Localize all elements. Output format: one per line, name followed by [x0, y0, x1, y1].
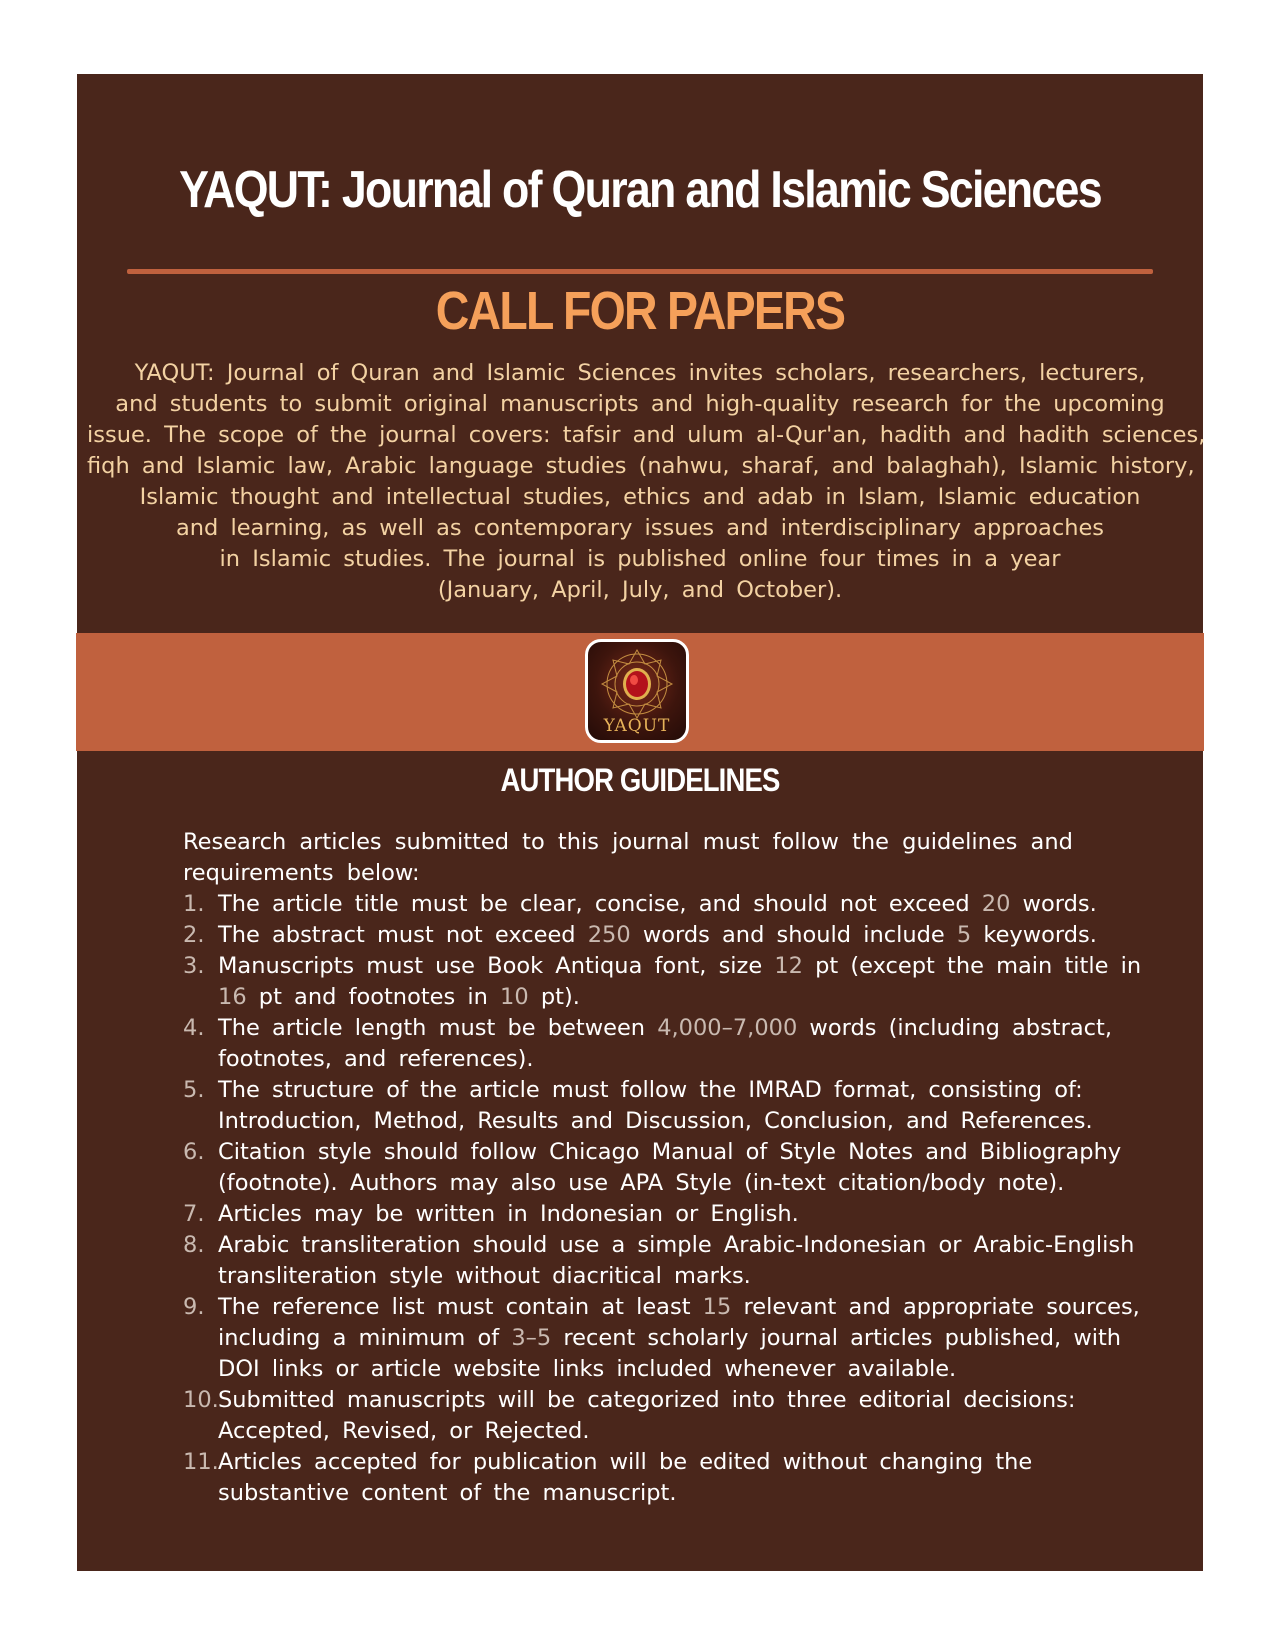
guideline-item [183, 920, 1143, 951]
intro-line: issue. The scope of the journal covers: tafsir and ulum al-Qur'an, hadith and hadith sciences, [87, 422, 1206, 448]
guideline-item [183, 1230, 1143, 1292]
guideline-text: Arabic transliteration should use a simple Arabic-Indonesian or Arabic-English transliteration style without diacritical marks. [218, 1232, 1135, 1289]
call-for-papers-heading: CALL FOR PAPERS [435, 281, 845, 341]
guidelines-section [183, 827, 1143, 1509]
guideline-item [183, 1137, 1143, 1199]
guideline-text: recent scholarly journal articles published, with DOI links or article website links included whenever available. [218, 1325, 1122, 1382]
guideline-text: Manuscripts must use Book Antiqua font, size [218, 953, 775, 979]
intro-line: and learning, as well as contemporary issues and interdisciplinary approaches [175, 515, 1105, 541]
intro-paragraph [87, 358, 1206, 606]
guideline-text: pt and footnotes in [246, 984, 501, 1010]
guideline-text: keywords. [971, 922, 1097, 948]
guideline-number: 2. [183, 922, 205, 948]
poster [77, 74, 1206, 1571]
guideline-value: 20 [981, 891, 1011, 917]
guideline-text: Citation style should follow Chicago Manual of Style Notes and Bibliography (footnote). Authors may also use APA Style (in-text citation/body note). [218, 1139, 1122, 1196]
guideline-number: 5. [183, 1077, 205, 1103]
guideline-text: The reference list must contain at least [218, 1294, 703, 1320]
guideline-item [183, 1292, 1143, 1385]
guideline-item [183, 1447, 1143, 1509]
guideline-text: The article title must be clear, concise, and should not exceed [218, 891, 982, 917]
guideline-text: words and should include [630, 922, 957, 948]
guideline-number: 11. [183, 1449, 219, 1475]
guideline-value: 15 [702, 1294, 732, 1320]
guideline-value: 4,000–7,000 [657, 1015, 798, 1041]
intro-line: in Islamic studies. The journal is published online four times in a year [219, 546, 1061, 572]
guideline-text: The article length must be between [218, 1015, 658, 1041]
guidelines-list [183, 889, 1143, 1509]
guideline-item [183, 1075, 1143, 1137]
guideline-value: 250 [587, 922, 631, 948]
guideline-text: pt). [528, 984, 580, 1010]
guideline-item [183, 1013, 1143, 1075]
guideline-text: Submitted manuscripts will be categorized into three editorial decisions: Accepted, Revised, or Rejected. [218, 1387, 1076, 1444]
guideline-item [183, 1199, 1143, 1230]
guideline-number: 9. [183, 1294, 205, 1320]
guideline-text: relevant and appropriate sources, including a minimum of [218, 1294, 1140, 1351]
guideline-number: 4. [183, 1015, 205, 1041]
intro-line: and students to submit original manuscripts and high-quality research for the upcoming [115, 391, 1165, 417]
guideline-value: 12 [774, 953, 803, 979]
intro-line: Islamic thought and intellectual studies, ethics and adab in Islam, Islamic education [139, 484, 1141, 510]
guideline-number: 1. [183, 891, 205, 917]
guideline-number: 3. [183, 953, 205, 979]
guideline-text: pt (except the main title in [803, 953, 1142, 979]
guideline-value: 3–5 [511, 1325, 552, 1351]
title-divider [127, 269, 1153, 274]
logo-text: YAQUT [603, 716, 671, 736]
guideline-item [183, 1385, 1143, 1447]
guideline-number: 7. [183, 1201, 205, 1227]
guideline-text: Articles may be written in Indonesian or English. [218, 1201, 799, 1227]
guideline-value: 10 [500, 984, 529, 1010]
guideline-item [183, 889, 1143, 920]
guideline-number: 8. [183, 1232, 205, 1258]
guideline-text: The abstract must not exceed [218, 922, 588, 948]
author-guidelines-heading: AUTHOR GUIDELINES [500, 762, 780, 798]
intro-line: fiqh and Islamic law, Arabic language studies (nahwu, sharaf, and balaghah), Islamic history, [87, 453, 1195, 479]
guideline-text: words. [1010, 891, 1097, 917]
guideline-value: 5 [956, 922, 972, 948]
guideline-text: The structure of the article must follow the IMRAD format, consisting of: Introduction, Method, Results and Discussion, Conclusion, and References. [218, 1077, 1093, 1134]
guidelines-intro: Research articles submitted to this journal must follow the guidelines and requirements below: [183, 829, 1073, 886]
intro-line: YAQUT: Journal of Quran and Islamic Sciences invites scholars, researchers, lecturers, [134, 360, 1146, 386]
guideline-text: Articles accepted for publication will be edited without changing the substantive content of the manuscript. [218, 1449, 1033, 1506]
guideline-number: 10. [183, 1387, 219, 1413]
journal-logo [585, 639, 689, 743]
guideline-item [183, 951, 1143, 1013]
journal-title: YAQUT: Journal of Quran and Islamic Sciences [179, 161, 1101, 219]
guideline-text: words (including abstract, footnotes, and references). [218, 1015, 1113, 1072]
guideline-number: 6. [183, 1139, 205, 1165]
guideline-value: 16 [218, 984, 247, 1010]
intro-line: (January, April, July, and October). [437, 577, 843, 603]
